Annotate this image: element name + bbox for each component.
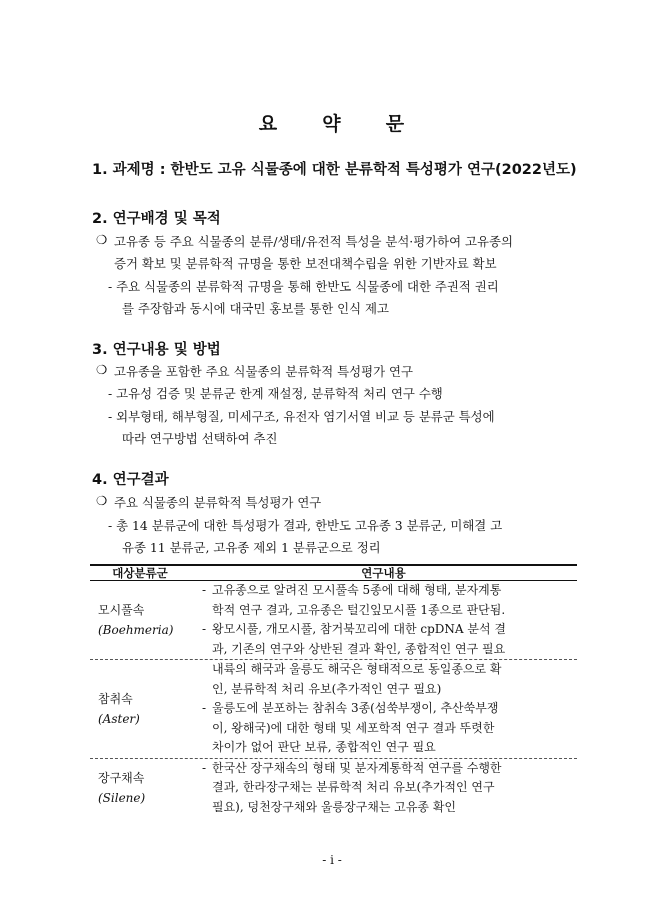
section3-sub2-line1: - 외부형태, 해부형질, 미세구조, 유전자 염기서열 비교 등 분류군 특성에 [108,409,495,424]
taxon-genus: (Boehmeria) [98,623,174,637]
taxon-cell [90,660,190,758]
section3-sub2-line2: 따라 연구방법 선택하여 추진 [122,431,278,446]
section1-heading: 1. 과제명 : 한반도 고유 식물종에 대한 분류학적 특성평가 연구(2022년도) [92,162,577,178]
item-line: 필요), 덩천장구채와 울릉장구채는 고유종 확인 [212,799,457,814]
item-dash: - [201,701,207,715]
item-line: 과, 기존의 연구와 상반된 결과 확인, 종합적인 연구 필요 [212,641,506,656]
taxon-name: 모시풀속 [98,603,145,617]
item-line: 한국산 장구채속의 형태 및 분자계통학적 연구를 수행한 [212,760,502,775]
section4-heading: 4. 연구결과 [92,472,169,488]
content-item [196,699,571,758]
item-dash: - [201,760,207,775]
taxon-cell [90,759,190,818]
section3-sub1: - 고유성 검증 및 분류군 한계 재설정, 분류학적 처리 연구 수행 [108,386,443,401]
item-line: 결과, 한라장구채는 분류학적 처리 유보(추가적인 연구 [212,780,495,794]
taxon-genus: (Silene) [98,790,146,805]
content-item [196,620,571,659]
content-item [196,660,571,699]
item-line: 학적 연구 결과, 고유종은 털긴잎모시풀 1종으로 판단됨. [212,602,506,617]
item-line: 고유종으로 알려진 모시풀속 5종에 대해 형태, 분자계통 [212,583,502,597]
item-dash: - [201,583,207,597]
item-line: 인, 분류학적 처리 유보(추가적인 연구 필요) [212,681,442,696]
item-line: 차이가 없어 판단 보류, 종합적인 연구 필요 [212,740,436,754]
title-char-1: 요 [258,113,279,135]
section2-sub-line1: - 주요 식물종의 분류학적 규명을 통해 한반도 식물종에 대한 주권적 권리 [108,279,499,294]
document-title [0,109,664,136]
section4-bullet-line1: 주요 식물종의 분류학적 특성평가 연구 [114,495,322,510]
title-char-3: 문 [385,113,406,135]
content-cell [190,660,577,758]
item-line: 울릉도에 분포하는 참취속 3종(섬쑥부쟁이, 추산쑥부쟁 [212,701,499,715]
taxon-name: 장구채속 [98,770,145,785]
table-row [90,660,577,759]
table-header-taxon: 대상분류군 [112,566,168,580]
item-line: 내륙의 해국과 울릉도 해국은 형태적으로 동일종으로 확 [212,662,502,676]
table-header-content: 연구내용 [361,566,406,580]
section2-bullet-icon: ❍ [96,232,108,247]
section3-bullet-icon: ❍ [96,362,108,377]
table-row [90,759,577,818]
content-cell [190,759,577,818]
item-line: 이, 왕해국)에 대한 형태 및 세포학적 연구 결과 뚜렷한 [212,720,495,735]
taxon-cell [90,581,190,659]
content-item [196,759,571,818]
item-dash: - [201,622,207,636]
section2-bullet-line1: 고유종 등 주요 식물종의 분류/생태/유전적 특성을 분석·평가하여 고유종의 [114,234,513,249]
results-table [90,564,577,817]
section3-heading: 3. 연구내용 및 방법 [92,342,221,358]
section4-sub-line2: 유종 11 분류군, 고유종 제외 1 분류군으로 정리 [122,540,381,555]
section2-bullet-line2: 증거 확보 및 분류학적 규명을 통한 보전대책수립을 위한 기반자료 확보 [114,256,497,271]
table-row [90,581,577,660]
item-line: 왕모시풀, 개모시풀, 참거북꼬리에 대한 cpDNA 분석 결 [212,622,506,636]
title-char-2: 약 [322,113,342,135]
page-number: - i - [322,853,342,867]
section4-bullet-icon: ❍ [96,493,108,508]
section3-bullet-line1: 고유종을 포함한 주요 식물종의 분류학적 특성평가 연구 [114,364,413,379]
content-item [196,581,571,620]
section2-sub-line2: 를 주장함과 동시에 대국민 홍보를 통한 인식 제고 [122,301,389,316]
taxon-name: 참취속 [98,691,133,706]
taxon-genus: (Aster) [98,711,140,726]
item-dash [196,660,212,699]
section2-heading: 2. 연구배경 및 목적 [92,211,221,227]
content-cell [190,581,577,659]
table-header-row [90,566,577,581]
section4-sub-line1: - 총 14 분류군에 대한 특성평가 결과, 한반도 고유종 3 분류군, 미해결 고 [108,518,503,533]
